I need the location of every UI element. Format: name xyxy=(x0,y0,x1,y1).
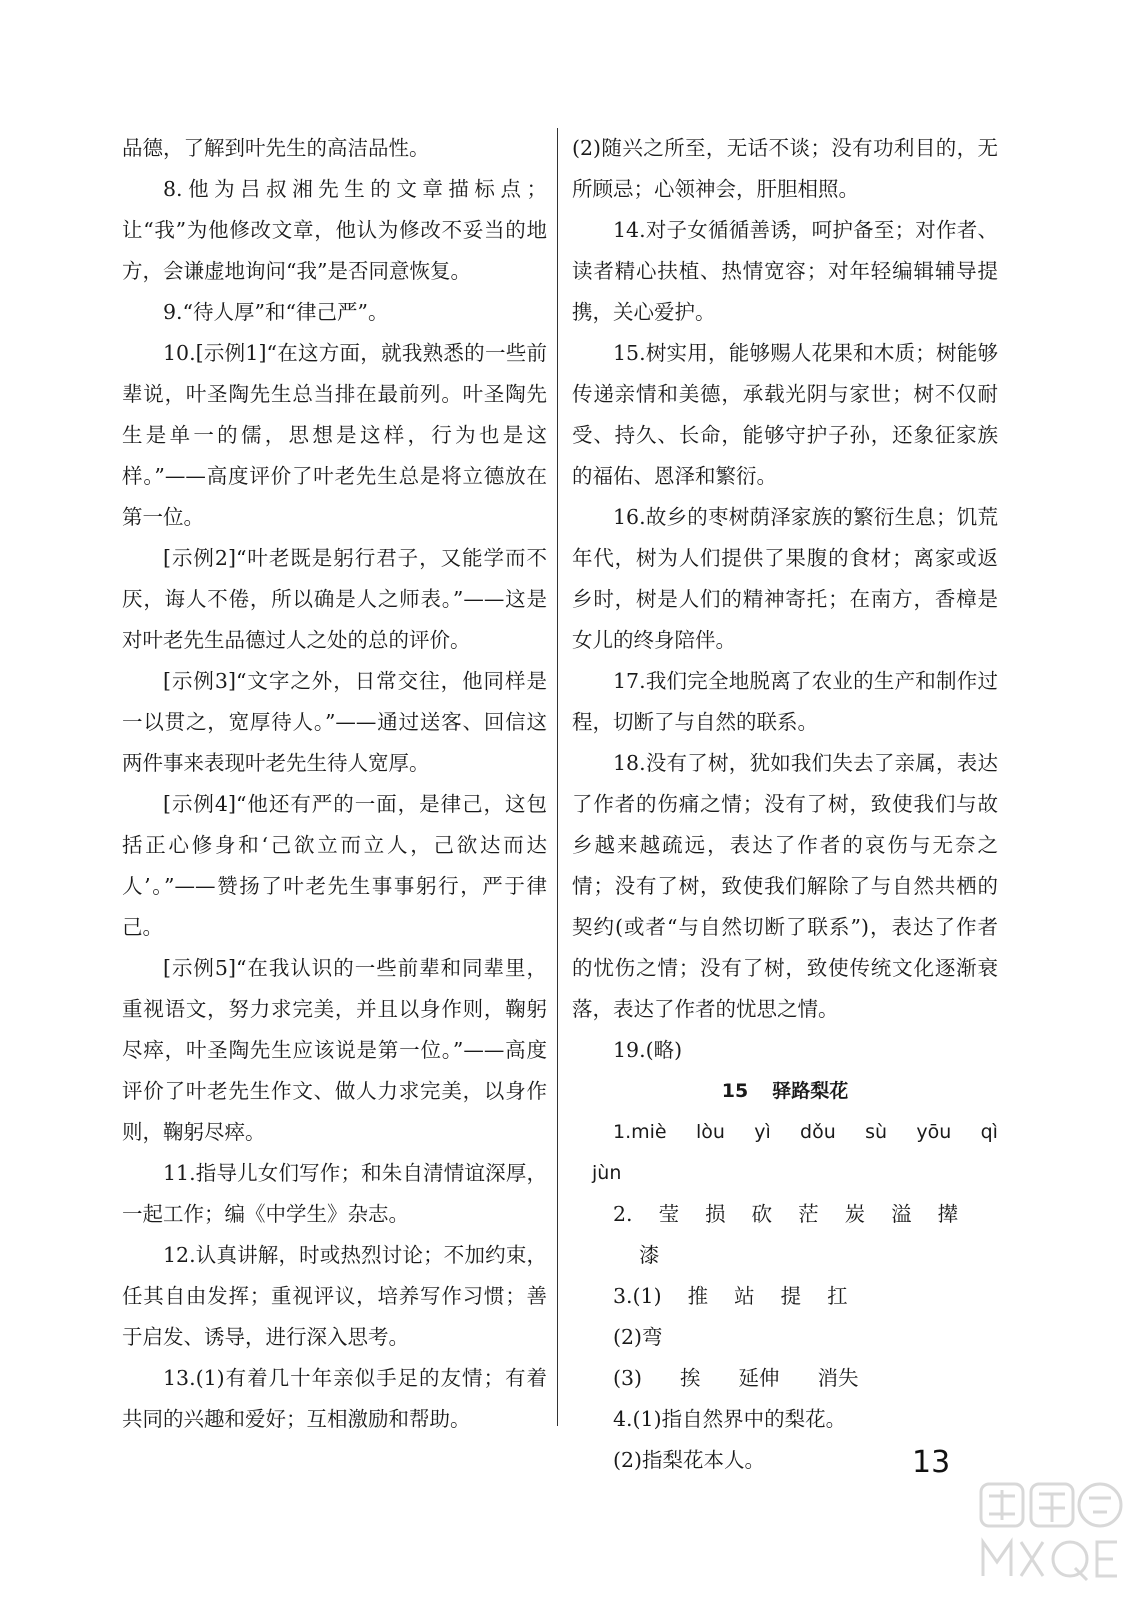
answer-13-part-2: (2)随兴之所至，无话不谈；没有功利目的，无所顾忌；心领神会，肝胆相照。 xyxy=(572,136,998,201)
q4-part-2: (2)指梨花本人。 xyxy=(613,1448,766,1472)
pinyin-item: yì xyxy=(754,1121,771,1143)
q2-label: 2. xyxy=(613,1202,633,1226)
answer-19: 19.(略) xyxy=(613,1038,683,1062)
answer-14: 14.对子女循循善诱，呵护备至；对作者、读者精心扶植、热情宽容；对年轻编辑辅导提携，关心爱护。 xyxy=(572,218,998,324)
q3-part-2: (2)弯 xyxy=(613,1325,663,1349)
char-item: 茫 xyxy=(798,1202,819,1226)
char-item: 撵 xyxy=(937,1202,959,1226)
answer-8: 8.他为吕叔湘先生的文章描标点；让“我”为他修改文章，他认为修改不妥当的地方，会谦虚地询问“我”是否同意恢复。 xyxy=(122,177,547,283)
answer-12: 12.认真讲解，时或热烈讨论；不加约束，任其自由发挥；重视评议，培养写作习惯；善于启发、诱导，进行深入思考。 xyxy=(122,1243,547,1349)
q2-label-and-char xyxy=(613,1194,679,1235)
answer-10-example-1: 10.[示例1]“在这方面，就我熟悉的一些前辈说，叶圣陶先生总当排在最前列。叶圣陶先生是单一的儒，思想是这样，行为也是这样。”——高度评价了叶老先生总是将立德放在第一位。 xyxy=(122,341,547,529)
pinyin-item: sù xyxy=(865,1121,888,1143)
q3-part-3-label-and-word xyxy=(613,1358,701,1399)
q3-part-3-row xyxy=(572,1358,998,1399)
q1-pinyin-row xyxy=(572,1112,998,1153)
q3-label: 3.(1) xyxy=(613,1284,662,1308)
right-column xyxy=(572,128,998,1481)
answer-10-example-3: [示例3]“文字之外，日常交往，他同样是一以贯之，宽厚待人。”——通过送客、回信这两件事来表现叶老先生待人宽厚。 xyxy=(122,669,547,775)
answer-10-example-4: [示例4]“他还有严的一面，是律己，这包括正心修身和‘己欲立而立人，己欲达而达人’。”——赞扬了叶老先生事事躬行，严于律己。 xyxy=(122,792,547,939)
answer-13: 13.(1)有着几十年亲似手足的友情；有着共同的兴趣和爱好；互相激励和帮助。 xyxy=(122,1366,547,1431)
answer-15: 15.树实用，能够赐人花果和木质；树能够传递亲情和美德，承载光阴与家世；树不仅耐受、持久、长命，能够守护子孙，还象征家族的福佑、恩泽和繁衍。 xyxy=(572,341,998,488)
pinyin-item: dǒu xyxy=(800,1121,836,1143)
char-item: 溢 xyxy=(891,1202,912,1226)
char-item: 漆 xyxy=(639,1243,660,1267)
char-item: 炭 xyxy=(844,1202,866,1226)
q3-part-1-row xyxy=(572,1276,998,1317)
answer-17: 17.我们完全地脱离了农业的生产和制作过程，切断了与自然的联系。 xyxy=(572,669,998,734)
char-item: 损 xyxy=(705,1202,726,1226)
word-item: 消失 xyxy=(817,1366,859,1390)
column-divider xyxy=(557,128,558,1426)
section-title: 驿路梨花 xyxy=(772,1080,849,1102)
watermark-logo xyxy=(975,1472,1125,1592)
answer-text: 品德，了解到叶先生的高洁品性。 xyxy=(122,136,430,160)
q3-part-3-label: (3) xyxy=(613,1366,643,1390)
q3-label-and-char xyxy=(613,1276,708,1317)
q1-label: 1. xyxy=(613,1121,632,1143)
char-item: 莹 xyxy=(658,1202,680,1226)
section-number: 15 xyxy=(721,1080,749,1102)
pinyin-item: jùn xyxy=(592,1162,622,1184)
word-item: 延伸 xyxy=(738,1366,780,1390)
answer-10-example-5: [示例5]“在我认识的一些前辈和同辈里，重视语文，努力求完美，并且以身作则，鞠躬尽瘁，叶圣陶先生应该说是第一位。”——高度评价了叶老先生作文、做人力求完美，以身作则，鞠躬尽瘁。 xyxy=(122,956,547,1144)
section-heading xyxy=(572,1071,998,1112)
char-item: 扛 xyxy=(827,1284,848,1308)
answer-18: 18.没有了树，犹如我们失去了亲属，表达了作者的伤痛之情；没有了树，致使我们与故乡越来越疏远，表达了作者的哀伤与无奈之情；没有了树，致使我们解除了与自然共栖的契约(或者“与自然切断了联系”)，表达了作者的忧伤之情；没有了树，致使传统文化逐渐衰落，表达了作者的忧思之情。 xyxy=(572,751,998,1021)
word-item: 挨 xyxy=(680,1366,701,1390)
answer-16: 16.故乡的枣树荫泽家族的繁衍生息；饥荒年代，树为人们提供了果腹的食材；离家或返乡时，树是人们的精神寄托；在南方，香樟是女儿的终身陪伴。 xyxy=(572,505,998,652)
q2-row xyxy=(572,1194,998,1276)
pinyin-item: lòu xyxy=(695,1121,725,1143)
char-item: 推 xyxy=(687,1284,709,1308)
page-number: 13 xyxy=(912,1445,951,1480)
pinyin-item: yōu xyxy=(916,1121,952,1143)
q1-label-and-pinyin-1 xyxy=(613,1112,667,1153)
answer-9: 9.“待人厚”和“律己严”。 xyxy=(163,300,389,324)
q4-part-1: 4.(1)指自然界中的梨花。 xyxy=(613,1407,847,1431)
answer-10-example-2: [示例2]“叶老既是躬行君子，又能学而不厌，诲人不倦，所以确是人之师表。”——这是对叶老先生品德过人之处的总的评价。 xyxy=(122,546,547,652)
pinyin-item: miè xyxy=(631,1121,667,1143)
answer-11: 11.指导儿女们写作；和朱自清情谊深厚，一起工作；编《中学生》杂志。 xyxy=(122,1161,547,1226)
pinyin-item: qì xyxy=(980,1121,998,1143)
left-column xyxy=(122,128,547,1440)
char-item: 砍 xyxy=(751,1202,773,1226)
char-item: 提 xyxy=(780,1284,802,1308)
char-item: 站 xyxy=(734,1284,755,1308)
